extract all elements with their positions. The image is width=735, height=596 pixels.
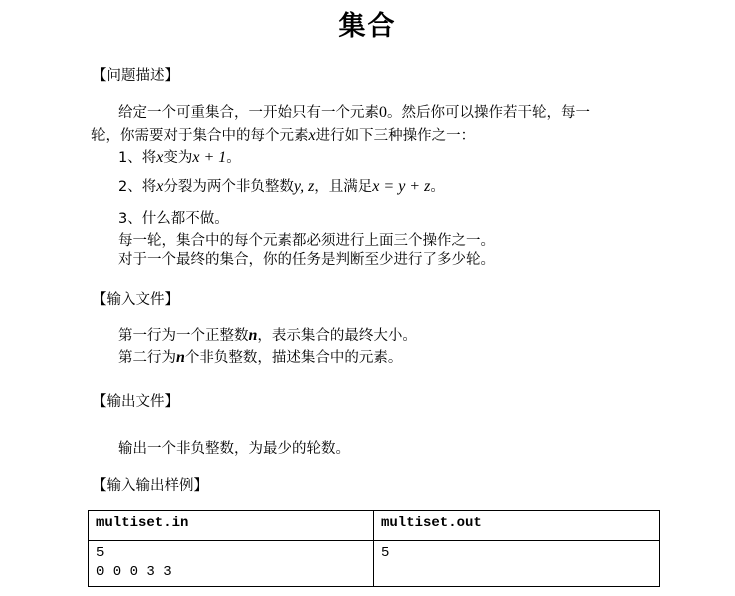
- text-segment: 。然后你可以操作若干轮，每一: [387, 105, 590, 121]
- section-heading-description: 【问题描述】: [92, 68, 179, 84]
- math-expression: x + 1: [192, 149, 227, 166]
- sample-input-line: 0 0 0 3 3: [96, 564, 172, 580]
- input-line-2: [118, 346, 402, 367]
- section-heading-output: 【输出文件】: [92, 394, 179, 410]
- text-segment: 给定一个可重集合，一开始只有一个元素: [118, 105, 379, 121]
- sample-table-header-row: [89, 511, 660, 541]
- input-line-1: [118, 324, 417, 345]
- text-segment: ，且满足: [314, 179, 373, 195]
- sample-input-line: 5: [96, 545, 105, 561]
- description-paragraph-line-2: [91, 124, 475, 145]
- sample-output-cell: [374, 541, 660, 587]
- rule-text: 每一轮，集合中的每个元素都必须进行上面三个操作之一。: [118, 233, 495, 249]
- sample-output-line: 5: [381, 545, 390, 561]
- math-variable-n: n: [176, 349, 185, 366]
- text-segment: ，表示集合的最终大小。: [257, 328, 417, 344]
- math-variables-yz: y, z: [293, 178, 315, 195]
- operation-1: [118, 146, 241, 167]
- text-segment: 进行如下三种操作之一：: [315, 128, 476, 144]
- text-segment: 。: [430, 179, 445, 195]
- task-text: 对于一个最终的集合，你的任务是判断至少进行了多少轮。: [118, 252, 495, 268]
- text-segment: 分裂为两个非负整数: [163, 179, 294, 195]
- text-segment: 变为: [163, 150, 193, 166]
- output-line-1: 输出一个非负整数，为最少的轮数。: [118, 441, 350, 457]
- page-title: 集合: [338, 11, 397, 42]
- text-segment: 第一行为一个正整数: [118, 328, 249, 344]
- math-variable-n: n: [248, 327, 258, 344]
- text-segment: 轮，你需要对于集合中的每个元素: [91, 128, 309, 144]
- text-segment: 个非负整数，描述集合中的元素。: [184, 350, 403, 366]
- sample-output-header: multiset.out: [374, 511, 660, 541]
- math-zero: 0: [379, 104, 387, 121]
- sample-input-header: multiset.in: [89, 511, 374, 541]
- text-segment: 2、将: [118, 179, 157, 195]
- sample-table: [88, 510, 660, 587]
- sample-input-cell: [89, 541, 374, 587]
- math-expression: x = y + z: [372, 178, 431, 195]
- math-variable-x: x: [156, 149, 164, 166]
- text-segment: 第二行为: [118, 350, 176, 366]
- math-variable-x: x: [308, 127, 316, 144]
- operation-3: 3、什么都不做。: [118, 211, 229, 227]
- operation-2: [118, 175, 445, 196]
- section-heading-sample: 【输入输出样例】: [92, 478, 208, 494]
- math-variable-x: x: [156, 178, 164, 195]
- section-heading-input: 【输入文件】: [92, 292, 179, 308]
- sample-table-row: [89, 541, 660, 587]
- text-segment: 。: [226, 150, 241, 166]
- description-paragraph-line-1: [118, 101, 590, 122]
- text-segment: 1、将: [118, 150, 157, 166]
